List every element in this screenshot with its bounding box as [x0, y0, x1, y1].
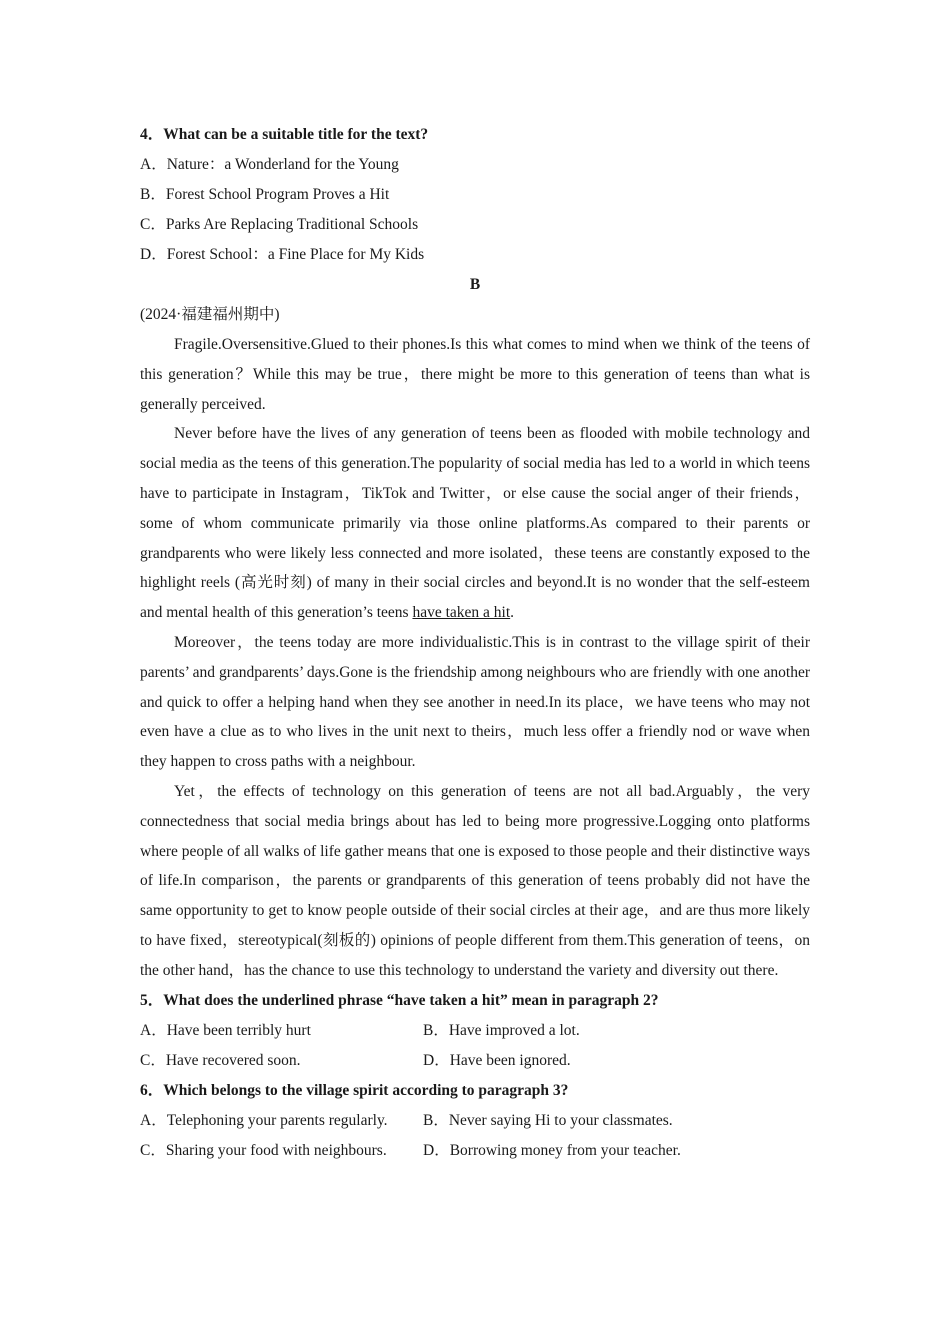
section-label: B [469, 276, 481, 293]
q4-option-c: C．Parks Are Replacing Traditional Schools [140, 216, 419, 233]
q6-options-row-2 [140, 1136, 810, 1166]
q6-option-a: A．Telephoning your parents regularly. [140, 1111, 388, 1129]
q4-option-d: D．Forest School：a Fine Place for My Kids [140, 246, 425, 263]
passage-paragraph-1: Fragile.Oversensitive.Glued to their phones.Is this what comes to mind when we think of the teens of this generation？While this may be true，there might be more to this generation of teens than what is generally perceived. [140, 336, 810, 413]
question-6: 6．Which belongs to the village spirit according to paragraph 3? [140, 1081, 569, 1099]
paragraph-2-text: Never before have the lives of any generation of teens been as flooded with mobile technology and social media as the teens of this generation.The popularity of social media has led to a world in which teens have to participate in Instagram，TikTok and Twitter，or else cause the social anger of their friends，some of whom communicate primarily via those online platforms.As compared to their parents or grandparents who were likely less connected and more isolated，these teens are constantly exposed to the highlight reels (高光时刻) of many in their social circles and beyond.It is no wonder that the self-esteem and mental health of this generation’s teens [140, 425, 810, 622]
underlined-phrase: have taken a hit [412, 604, 511, 622]
q6-option-b: B．Never saying Hi to your classmates. [423, 1111, 673, 1129]
q5-option-b: B．Have improved a lot. [423, 1021, 580, 1039]
q5-option-a: A．Have been terribly hurt [140, 1021, 311, 1039]
q4-option-b: B．Forest School Program Proves a Hit [140, 186, 390, 203]
passage-source: (2024·福建福州期中) [140, 306, 280, 323]
q6-option-c: C．Sharing your food with neighbours. [140, 1141, 387, 1159]
q5-option-d: D．Have been ignored. [423, 1051, 571, 1069]
passage-paragraph-4: Yet，the effects of technology on this generation of teens are not all bad.Arguably，the very connectedness that social media brings about has led to being more progressive.Logging onto platforms where people of all walks of life gather means that one is exposed to those people and their distinctive ways of life.In comparison，the parents or grandparents of this generation of teens probably did not have the same opportunity to get to know people outside of their social circles at their age，and are thus more likely to have fixed，stereotypical(刻板的) opinions of people different from them.This generation of teens，on the other hand，has the chance to use this technology to understand the variety and diversity out there. [140, 782, 810, 979]
q6-option-d: D．Borrowing money from your teacher. [423, 1141, 681, 1159]
q5-options-row-1 [140, 1016, 810, 1046]
q5-option-c: C．Have recovered soon. [140, 1051, 301, 1069]
question-5: 5．What does the underlined phrase “have taken a hit” mean in paragraph 2? [140, 991, 659, 1009]
passage-paragraph-2 [140, 419, 810, 628]
q6-options-row-1 [140, 1106, 810, 1136]
paragraph-2-end: . [510, 604, 515, 622]
exam-page [140, 120, 810, 1166]
question-4: 4．What can be a suitable title for the text? [140, 126, 429, 143]
q5-options-row-2 [140, 1046, 810, 1076]
passage-paragraph-3: Moreover，the teens today are more individualistic.This is in contrast to the village spirit of their parents’ and grandparents’ days.Gone is the friendship among neighbours who are friendly with one another and quick to offer a helping hand when they see another in need.In its place，we have teens who may not even have a clue as to who lives in the unit next to theirs，much less offer a friendly nod or wave when they happen to cross paths with a neighbour. [140, 633, 810, 771]
q4-option-a: A．Nature：a Wonderland for the Young [140, 156, 399, 173]
